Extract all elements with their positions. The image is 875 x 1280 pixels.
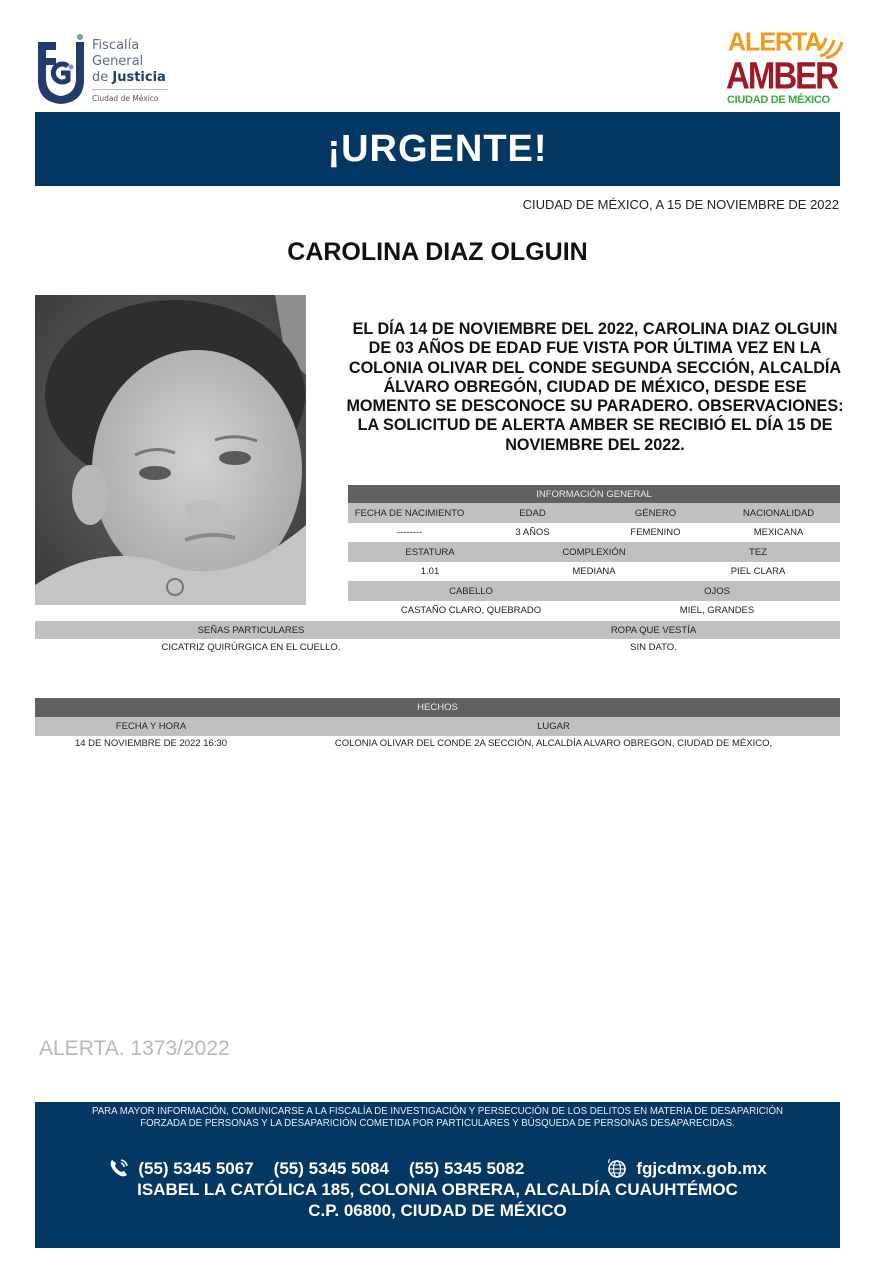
header-tez: TEZ — [749, 546, 767, 558]
fgj-logo — [34, 34, 174, 108]
alerta-amber-logo — [724, 28, 846, 110]
value-ojos: MIEL, GRANDES — [594, 601, 840, 620]
header-genero: GÉNERO — [594, 503, 717, 523]
info-general-table — [348, 485, 840, 620]
value-fecha-hora: 14 DE NOVIEMBRE DE 2022 16:30 — [35, 736, 267, 750]
footer-address-line1: ISABEL LA CATÓLICA 185, COLONIA OBRERA, ALCALDÍA CUAUHTÉMOC — [137, 1180, 738, 1199]
header-senas-particulares: SEÑAS PARTICULARES — [35, 621, 467, 639]
value-senas-particulares: CICATRIZ QUIRÚRGICA EN EL CUELLO. — [35, 639, 467, 655]
fgj-logo-line3-bold: Justicia — [112, 70, 166, 85]
value-edad: 3 AÑOS — [471, 523, 594, 542]
phone-icon — [108, 1157, 130, 1179]
header-ropa: ROPA QUE VESTÍA — [467, 621, 840, 639]
fgj-logo-line3-prefix: de — [92, 70, 113, 85]
header-cabello: CABELLO — [348, 581, 594, 601]
value-nacionalidad: MEXICANA — [717, 523, 840, 542]
value-tez: PIEL CLARA — [730, 566, 786, 577]
info-general-title: INFORMACIÓN GENERAL — [348, 485, 840, 503]
header-fecha-hora: FECHA Y HORA — [35, 717, 267, 736]
value-lugar: COLONIA OLIVAR DEL CONDE 2A SECCIÓN, ALCALDÍA ALVARO OBREGON, CIUDAD DE MÉXICO, — [267, 736, 840, 750]
header-estatura: ESTATURA — [405, 546, 455, 558]
phone-number-2[interactable]: (55) 5345 5084 — [273, 1158, 389, 1178]
footer-info-line2: FORZADA DE PERSONAS Y LA DESAPARICIÓN COMETIDA POR PARTICULARES Y BÚSQUEDA DE PERSONAS DESAPARECIDAS. — [140, 1117, 735, 1129]
fgj-logo-line1: Fiscalía — [92, 38, 140, 53]
footer — [35, 1102, 840, 1248]
value-estatura: 1.01 — [420, 566, 440, 577]
header-fecha-nacimiento: FECHA DE NACIMIENTO — [348, 503, 471, 523]
globe-icon — [606, 1157, 628, 1179]
person-name: CAROLINA DIAZ OLGUIN — [287, 238, 588, 266]
person-photo — [35, 295, 306, 605]
header-lugar: LUGAR — [267, 717, 840, 736]
value-ropa: SIN DATO. — [467, 639, 840, 655]
amber-logo-line1: ALERTA — [728, 27, 822, 57]
header-complexion: COMPLEXIÓN — [562, 546, 626, 558]
header-nacionalidad: NACIONALIDAD — [717, 503, 840, 523]
value-fecha-nacimiento: -------- — [348, 523, 471, 542]
value-cabello: CASTAÑO CLARO, QUEBRADO — [348, 601, 594, 620]
amber-logo-line2: AMBER — [726, 54, 837, 97]
fgj-shield-icon — [34, 34, 90, 106]
phone-number-3[interactable]: (55) 5345 5082 — [408, 1158, 525, 1178]
website-link[interactable]: fgjcdmx.gob.mx — [636, 1158, 767, 1178]
value-complexion: MEDIANA — [572, 566, 616, 577]
dateline: CIUDAD DE MÉXICO, A 15 DE NOVIEMBRE DE 2022 — [522, 197, 839, 212]
footer-info-line1: PARA MAYOR INFORMACIÓN, COMUNICARSE A LA FISCALÍA DE INVESTIGACIÓN Y PERSECUCIÓN DE LOS DELITOS EN MATERIA DE DESAPARICIÓN — [91, 1106, 783, 1117]
urgent-banner: ¡URGENTE! — [35, 112, 840, 186]
hechos-table — [35, 698, 840, 750]
hechos-title: HECHOS — [35, 698, 840, 717]
header-edad: EDAD — [471, 503, 594, 523]
amber-logo-line3: CIUDAD DE MÉXICO — [727, 94, 830, 106]
header-ojos: OJOS — [594, 581, 840, 601]
senas-table — [35, 621, 840, 655]
value-genero: FEMENINO — [594, 523, 717, 542]
fgj-logo-line4: Ciudad de México — [92, 94, 159, 103]
fgj-logo-line2: General — [92, 54, 144, 69]
alert-code: ALERTA. 1373/2022 — [39, 1037, 230, 1060]
phone-number-1[interactable]: (55) 5345 5067 — [138, 1158, 254, 1178]
footer-address-line2: C.P. 06800, CIUDAD DE MÉXICO — [308, 1201, 567, 1220]
case-description: EL DÍA 14 DE NOVIEMBRE DEL 2022, CAROLINA DIAZ OLGUIN DE 03 AÑOS DE EDAD FUE VISTA POR ÚLTIMA VEZ EN LA COLONIA OLIVAR DEL CONDE SEGUNDA SECCIÓN, ALCALDÍA ÁLVARO OBREGÓN, CIUDAD DE MÉXICO, DESDE ESE MOMENTO SE DESCONOCE SU PARADERO. OBSERVACIONES: LA SOLICITUD DE ALERTA AMBER SE RECIBIÓ EL DÍA 15 DE NOVIEMBRE DEL 2022. — [346, 320, 844, 454]
